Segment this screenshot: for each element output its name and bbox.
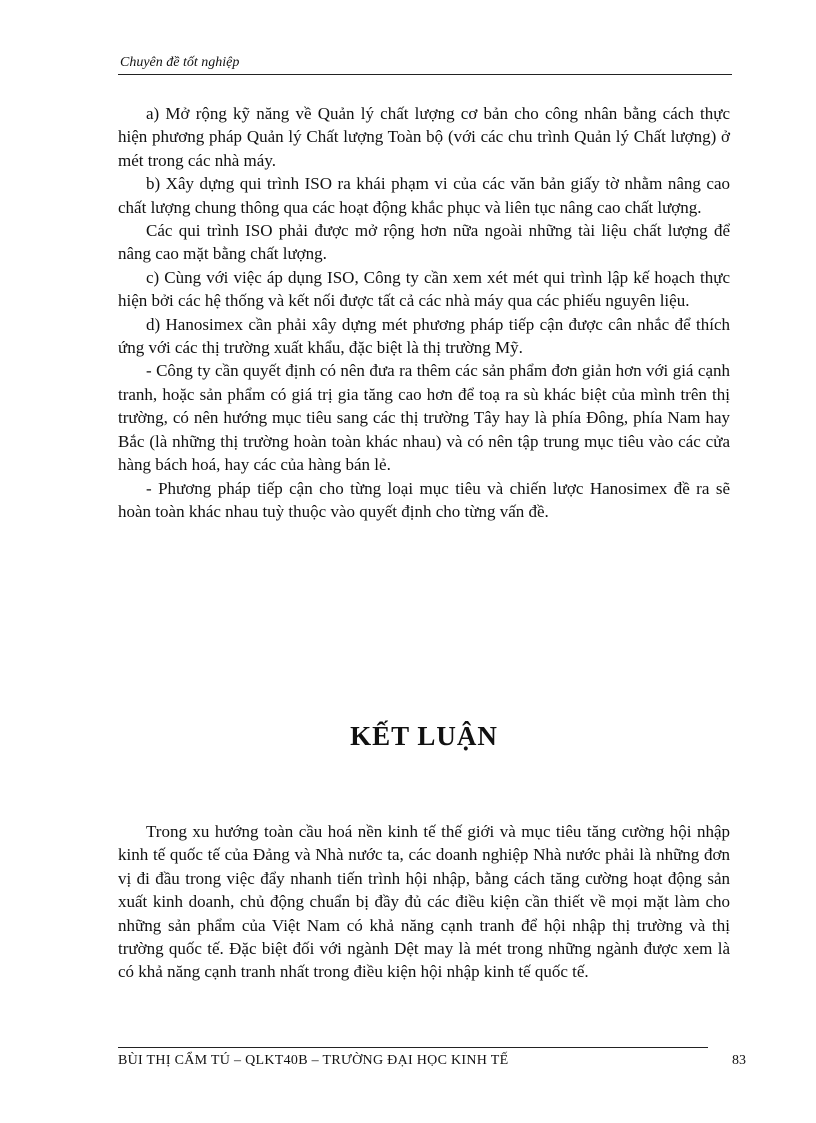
conclusion-paragraph: Trong xu hướng toàn cầu hoá nền kinh tế thế giới và mục tiêu tăng cường hội nhập kinh tế quốc tế của Đảng và Nhà nước ta, các doanh nghiệp Nhà nước phải là những đơn vị đi đầu trong việc đẩy nhanh tiến trình hội nhập, bằng cách tăng cường hoạt động sản xuất kinh doanh, chủ động chuẩn bị đầy đủ các điều kiện cần thiết về mọi mặt làm cho những sản phẩm của Việt Nam có khả năng cạnh tranh để hội nhập thị trường và thị trường quốc tế. Đặc biệt đối với ngành Dệt may là mét trong những ngành được xem là có khả năng cạnh tranh nhất trong điều kiện hội nhập kinh tế quốc tế. xyxy=(118,822,730,982)
page-number: 83 xyxy=(732,1053,746,1068)
page-header xyxy=(118,52,732,75)
paragraph-dash-2: - Phương pháp tiếp cận cho từng loại mục tiêu và chiến lược Hanosimex đề ra sẽ hoàn toàn khác nhau tuỳ thuộc vào quyết định cho từng vấn đề. xyxy=(118,478,730,521)
header-title: Chuyên đề tốt nghiệp xyxy=(120,55,240,70)
paragraph-c: c) Cùng với việc áp dụng ISO, Công ty cần xem xét mét qui trình lập kế hoạch thực hiện bởi các hệ thống và kết nối được tất cả các nhà máy qua các phiếu nguyên liệu. xyxy=(118,267,730,311)
conclusion-text xyxy=(118,820,730,984)
paragraph-a: a) Mở rộng kỹ năng về Quản lý chất lượng cơ bản cho công nhân bằng cách thực hiện phương pháp Quản lý Chất lượng Toàn bộ (với các chu trình Quản lý Chất lượng) ở mét trong các nhà máy. xyxy=(118,104,730,170)
section-heading: KẾT LUẬN xyxy=(350,721,498,751)
footer-divider xyxy=(118,1047,708,1048)
paragraph-b: b) Xây dựng qui trình ISO ra khái phạm vi của các văn bản giấy tờ nhằm nâng cao chất lượng chung thông qua các hoạt động khắc phục và liên tục nâng cao chất lượng. xyxy=(118,174,730,217)
paragraph-iso: Các qui trình ISO phải được mở rộng hơn nữa ngoài những tài liệu chất lượng để nâng cao mặt bằng chất lượng. xyxy=(118,221,730,264)
body-text xyxy=(118,102,730,523)
paragraph-dash-1: - Công ty cần quyết định có nên đưa ra thêm các sản phẩm đơn giản hơn với giá cạnh tranh, hoặc sản phẩm có giá trị gia tăng cao hơn để toạ ra sù khác biệt của mình trên thị trường, có nên hướng mục tiêu sang các thị trường Tây hay là phía Đông, phía Nam hay Bắc (là những thị trường hoàn toàn khác nhau) và có nên tập trung mục tiêu vào các cửa hàng bách hoá, hay các của hàng bán lẻ. xyxy=(118,361,730,475)
footer-author: BÙI THỊ CẨM TÚ – QLKT40B – TRƯỜNG ĐẠI HỌC KINH TẾ xyxy=(118,1053,509,1068)
paragraph-d: d) Hanosimex cần phải xây dựng mét phương pháp tiếp cận được cân nhắc để thích ứng với các thị trường xuất khẩu, đặc biệt là thị trường Mỹ. xyxy=(118,314,730,358)
